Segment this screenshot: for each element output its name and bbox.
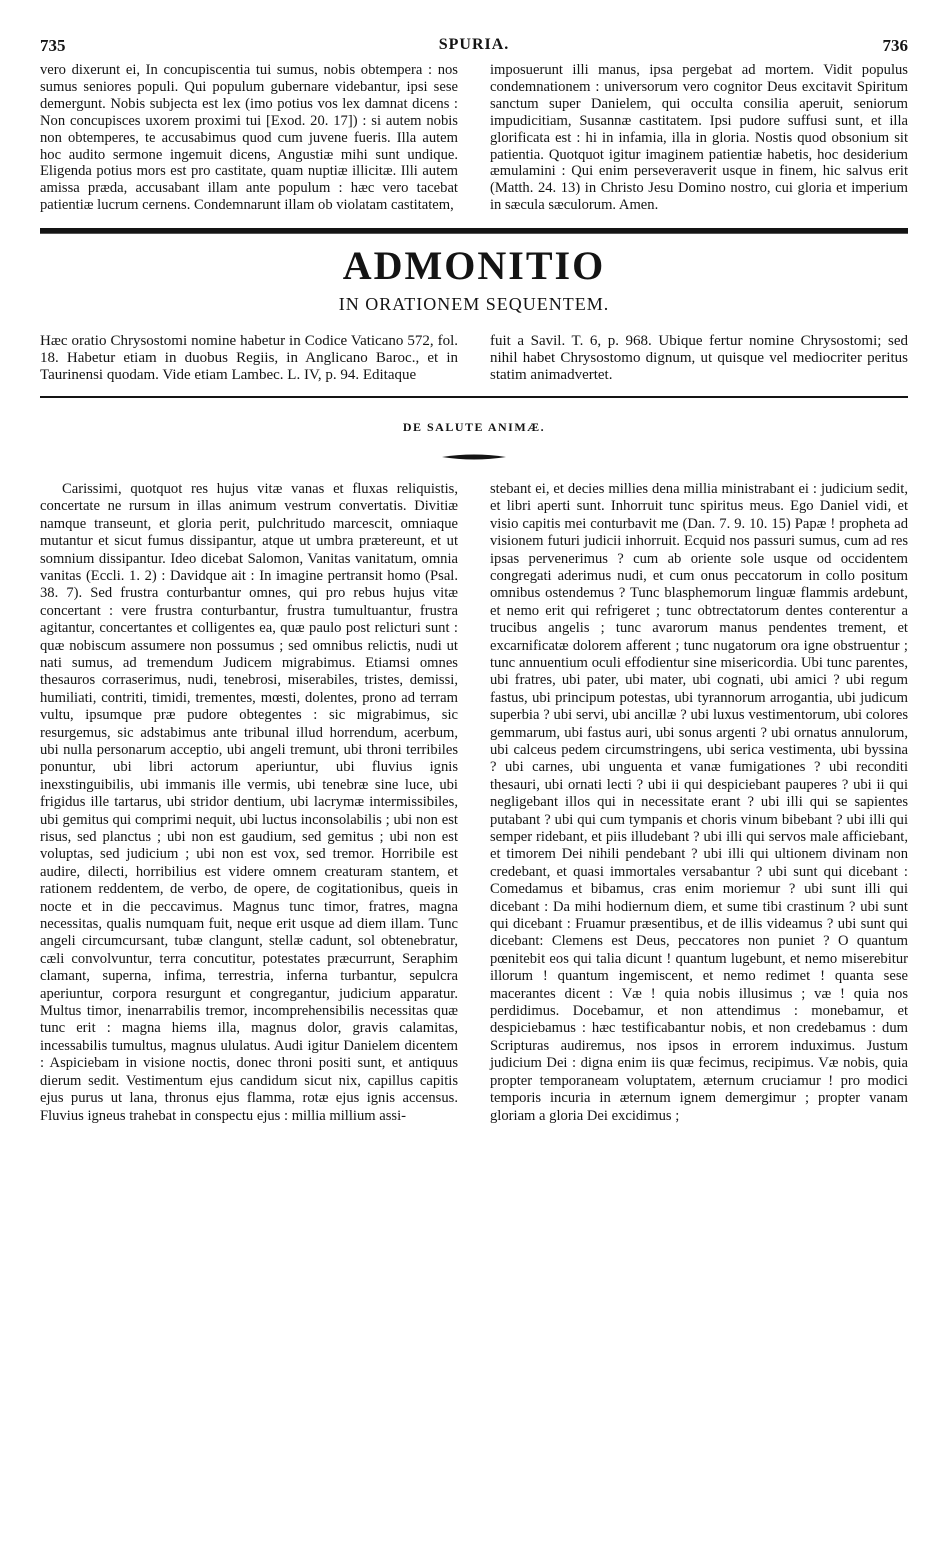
paragraph: Hæc oratio Chrysostomi nomine habetur in Codice Vaticano 572, fol. 18. Habetur etiam in duobus Regiis, in Anglicano Baroc., et in Taurinensi quodam. Vide etiam Lambec. L. IV, p. 94. Editaque <box>40 333 458 383</box>
admonition-text <box>40 333 908 384</box>
running-title: SPURIA. <box>438 36 510 53</box>
previous-text-block <box>40 62 908 214</box>
paragraph: vero dixerunt ei, In concupiscentia tui sumus, nobis obtempera : nos sumus seniores populi. Qui populum gubernare videbantur, ipsi sese demergunt. Nobis subjecta est lex (imo potius vos lex damnat dicens : Non concupisces uxorem proximi tui [Exod. 20. 17]) : si autem nobis non obtemperes, te accusabimus quod cum juvene fueris. Illa autem hoc audito sermone ingemuit dicens, Angustiæ mihi sunt undique. Eligenda potius mors est pro castitate, quam nuptiæ illicitæ. Illi autem amissa præda, accusabant illam ante populum : hæc vero tacebat patientiæ lucrum cernens. Condemnarunt illam ob violatam castitatem, <box>40 62 458 214</box>
column-right <box>490 333 908 384</box>
paragraph: stebant ei, et decies millies dena millia ministrabant ei : judicium sedit, et libri aperti sunt. Inhorruit tunc spiritus meus. Ego Daniel vidi, et visio capitis mei conturbavit me (Dan. 7. 9. 10. 15) Papæ ! propheta ad visionem futuri judicii inhorruit. Ecquid nos passuri sumus, cum ad res ipsas pervenerimus ? cum ab oriente sole usque od occidentem congregati aderimus nudi, et cum onus peccatorum in collo positum omnibus ostendemus ? Tunc blasphemorum linguæ flammis ardebunt, et nemo erit qui refrigeret ; tunc obtrectatorum dentes conterentur a trucibus angelis ; tunc avarorum manus pendentes trement, et excarnificatæ dolorem afferent ; tunc nugatorum ora igne obstruentur ; tunc annuentium oculi effodientur sine misericordia. Ubi tunc parentes, ubi fratres, ubi pater, ubi mater, ubi cognati, ubi amici ? ubi regum fastus, ubi principum potestas, ubi tyrannorum arrogantia, ubi judicum superbia ? ubi servi, ubi ancillæ ? ubi luxus vestimentorum, ubi colores gemmarum, ubi fastus auri, ubi sonus argenti ? ubi ornatus annulorum, ubi calceus pedem circumstringens, ubi serica vestimenta, ubi byssina ? ubi carnes, ubi unguenta et vanæ fumigationes ? ubi reconditi thesauri, ubi ornati lecti ? ubi ii qui despiciebant pauperes ? ubi ii qui negligebant illos qui in necessitate erant ? ubi illi qui se sapientes putabant ? ubi qui cum tympanis et choris vinum bibebant ? ubi illi qui semper ridebant, et piis illudebant ? ubi illi qui servos male afficiebant, et timorem Dei nihili pendebant ? ubi illi qui ultionem divinam non credebant, et quasi immortales versabantur ? ubi sunt qui dicebant : Comedamus et bibamus, cras enim moriemur ? ubi sunt illi qui dicebant : Da mihi hodiernum diem, et sume tibi crastinum ? ubi sunt qui dicebant : Fruamur præsentibus, et de illis videamus ? ubi sunt qui dicebant: Clemens est Deus, peccatores non puniet ? O quantum pœnitebit eos qui talia dicunt ! quantum lugebunt, et nemo miserebitur illorum ! quantum ingemiscent, et nemo redimet ! quanta sese macerantes dicent : Væ ! quia nobis illusimus ; væ ! quia nos perdidimus. Docebamur, et non attendimus : monebamur, et despiciebamus : hæc testificabantur nobis, et non credebamus : dum Scripturas audiremus, nos ipsos in errorem induximus. Justum judicium Dei : digna enim iis quæ fecimus, recipimus. Væ nobis, quia propter temporaneam voluptatem, æternum cruciamur ! pro modici temporis incuria in æternum ignem demergimur ; propter vanam gloriam a gloria Dei excidimus ; <box>490 480 908 1124</box>
column-left <box>40 333 458 384</box>
paragraph: Carissimi, quotquot res hujus vitæ vanas et fluxas reliquistis, concertate ne rursum in illas animum vestrum convertatis. Divitiæ namque transeunt, et gloria perit, pulchritudo marcescit, omniaque mutantur et sicut fumus dissipantur, atque ut umbra prætereunt, et ut somnium dissipantur. Ideo dicebat Salomon, Vanitas vanitatum, omnia vanitas (Eccli. 1. 2) : Davidque ait : In imagine pertransit homo (Psal. 38. 7). Sed frustra conturbantur omnes, qui pro rebus hujus vitæ concertant : vere frustra conturbantur, frustra tumultuantur, frustra agitantur, concertantes et colligentes ea, quæ paulo post relicturi sunt : quæ nobiscum assumere non possumus ; sed omnibus relictis, nudi ut nati sumus, ad tremendum Judicem migrabimus. Etiamsi omnes thesauros corraserimus, nudi, tenebrosi, miserabiles, tristes, demissi, humiliati, contriti, timidi, trementes, mœsti, dolentes, prono ad terram vultu, ipsumque præ pudore obtegentes : sic migrabimus, sic resurgemus, sic adstabimus ante tribunal illud horrendum, acerbum, ubi nulla personarum acceptio, ubi angeli tremunt, ubi throni terribiles ponuntur, ubi libri actorum aperiuntur, ubi fluvius ignis inexstinguibilis, ubi immanis ille vermis, ubi tenebræ sine luce, ubi frigidus ille tartarus, ubi stridor dentium, ubi lacrymæ intermissibiles, ubi gemitus qui comprimi nequit, ubi luctus inconsolabilis ; ubi non est risus, sed planctus ; ubi non est gaudium, sed gemitus ; ubi non est voluptas, sed judicium ; ubi non est vox, sed tremor. Horribile est audire, dilecti, horribilius est videre omnem creaturam stantem, et rationem reddentem, de verbo, de opere, de cogitationibus, queis in nocte et in die peccavimus. Magnus tunc timor, fratres, magna necessitas, qualis numquam fuit, neque erit usque ad diem illam. Tunc angeli circumcursant, tubæ clangunt, stellæ cadunt, sol obtenebratur, cæli convolvuntur, terra concutitur, potestates præcurrunt, Seraphim clamant, superna, infima, terrestria, inferna turbantur, sepulcra aperiuntur, corpora resurgunt et congregantur, judicium apparatur. Multus timor, inenarrabilis tremor, incomprehensibilis necessitas quæ tunc erit : magna hiems illa, magnus dolor, gravis calamitas, incessabilis tumultus, magnus ululatus. Audi igitur Danielem dicentem : Aspiciebam in visione noctis, donec throni positi sunt, et antiquus dierum sedit. Vestimentum ejus candidum sicut nix, capillus capitis ejus purus ut lana, thronus ejus flamma, rotæ ejus ignis accensus. Fluvius igneus trahebat in conspectu ejus : millia millium assi- <box>40 480 458 1124</box>
section-divider-heavy <box>40 228 908 234</box>
ornament-flourish-icon <box>442 453 506 461</box>
page-title: ADMONITIO <box>342 243 606 289</box>
paragraph: imposuerunt illi manus, ipsa pergebat ad mortem. Vidit populus condemnationem : universorum vero cognitor Deus excitavit Spiritum sanctum super Danielem, qui occulta consilia aperuit, seniorum impudicitiam, Susannæ castitatem. Ipsi pudore suffusi sunt, et illa glorificata est : hi in infamia, illa in gloria. Nostis quod obsonium sit patientia. Quotquot igitur imaginem patientiæ habetis, hoc desiderium æmulamini : Qui enim perseveraverit usque in finem, hic salvus erit (Matth. 24. 13) in Christo Jesu Domino nostro, cui gloria et imperium in sæcula sæculorum. Amen. <box>490 62 908 214</box>
oration-body <box>40 481 908 1125</box>
column-left <box>40 62 458 214</box>
column-right <box>490 62 908 214</box>
column-left <box>40 481 458 1125</box>
running-header <box>40 36 908 62</box>
page-number-right: 736 <box>882 36 908 55</box>
page-number-left: 735 <box>40 36 66 55</box>
page <box>40 36 908 1125</box>
section-heading: DE SALUTE ANIMÆ. <box>402 419 546 434</box>
column-right <box>490 481 908 1125</box>
paragraph: fuit a Savil. T. 6, p. 968. Ubique fertur nomine Chrysostomi; sed nihil habet Chrysostomo dignum, ut quisque vel mediocriter peritus statim animadvertet. <box>490 333 908 383</box>
section-divider-thin <box>40 396 908 398</box>
page-subtitle: IN ORATIONEM SEQUENTEM. <box>338 294 610 315</box>
